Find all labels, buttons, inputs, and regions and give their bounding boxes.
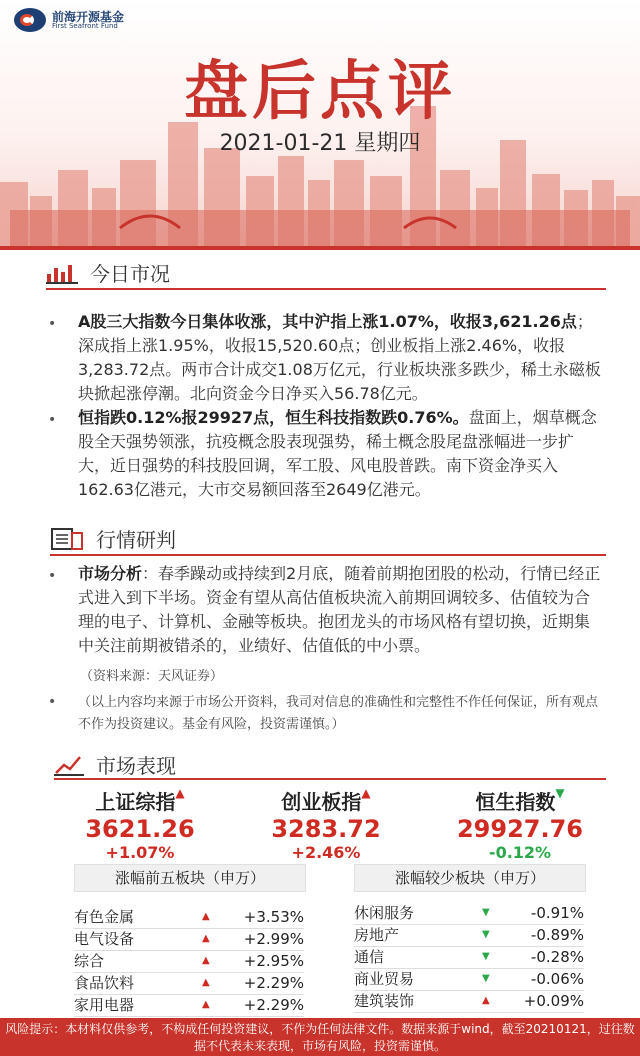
up-arrow-icon: ▲: [202, 977, 210, 988]
section-divider: [50, 554, 606, 556]
up-arrow-icon: ▲: [361, 786, 371, 800]
hk-headline: 恒指跌0.12%报29927点，恒生科技指数跌0.76%。: [78, 408, 469, 427]
table-row: 综合 ▲ +2.95%: [74, 950, 304, 973]
index-change: +2.46%: [291, 843, 361, 862]
header-banner: [0, 0, 640, 248]
bottom-sectors-header: 涨幅较少板块（申万）: [354, 864, 586, 892]
table-row: 有色金属 ▲ +3.53%: [74, 906, 304, 929]
down-arrow-icon: ▼: [482, 907, 490, 918]
section-divider: [54, 778, 606, 780]
section-title: 行情研判: [96, 528, 176, 552]
table-row: 通信 ▼ -0.28%: [354, 946, 584, 969]
disclaimer-note: （以上内容均来源于市场公开资料，我司对信息的准确性和完整性不作任何保证，所有观点不作为投资建议。基金有风险，投资需谨慎。）: [78, 695, 599, 732]
section-performance-header: [54, 750, 176, 779]
table-row: 食品饮料 ▲ +2.29%: [74, 972, 304, 995]
index-value: 3283.72: [271, 815, 381, 843]
page-title: 盘后点评: [184, 55, 456, 129]
research-label: 市场分析: [78, 564, 143, 583]
index-change: -0.12%: [488, 843, 552, 862]
index-change: +1.07%: [105, 843, 175, 862]
section-market-today-header: [46, 258, 170, 287]
up-arrow-icon: ▲: [175, 786, 185, 800]
research-text: ：春季躁动或持续到2月底，随着前期抱团股的松动，行情已经正式进入到下半场。资金有望从高估值板块流入前期回调较多、估值较为合理的电子、计算机、金融等板块。抱团龙头的市场风格有望切换，近期集中关注前期被错杀的，业绩好、估值低的中小票。: [78, 564, 601, 655]
bullet: •: [48, 412, 57, 428]
section-research-header: [50, 524, 176, 553]
down-arrow-icon: ▼: [482, 973, 490, 984]
research-analysis: [78, 562, 604, 658]
index-value: 29927.76: [456, 815, 583, 843]
header-divider: [0, 246, 640, 250]
down-arrow-icon: ▼: [555, 786, 565, 800]
report-date: 2021-01-21 星期四: [219, 131, 421, 156]
index-name: 创业板指▲: [281, 786, 371, 814]
bullet: •: [48, 694, 57, 710]
index-name: 恒生指数▼: [475, 786, 565, 814]
down-arrow-icon: ▼: [482, 929, 490, 940]
table-row: 家用电器 ▲ +2.29%: [74, 994, 304, 1017]
market-summary-a-share: [78, 310, 604, 406]
a-share-headline: A股三大指数今日集体收涨，其中沪指上涨1.07%，收报3,621.26点: [78, 312, 577, 331]
bar-chart-icon: [46, 262, 80, 284]
brand-name-cn: 前海开源基金: [52, 9, 125, 24]
index-card-chinext: [246, 786, 406, 862]
section-title: 市场表现: [96, 754, 176, 778]
bullet: •: [48, 316, 57, 332]
hk-detail: 盘面上，烟草概念股全天强势领涨，抗疫概念股表现强势，稀土概念股尾盘涨幅进一步扩大，近日强势的科技股回调，军工股、风电股普跌。南下资金净买入162.63亿港元，大市交易额回落至2649亿港元。: [78, 408, 597, 499]
top-gainers-header: 涨幅前五板块（申万）: [74, 864, 306, 892]
section-title: 今日市况: [90, 262, 170, 286]
market-summary-hk: [78, 406, 604, 502]
risk-disclaimer-footer: 风险提示：本材料仅供参考，不构成任何投资建议，不作为任何法律文件。数据来源于wind，截至20210121，过往数据不代表未来表现，市场有风险，投资需谨慎。: [0, 1018, 640, 1056]
section-divider: [46, 288, 606, 290]
brand-logo: [14, 8, 124, 32]
bullet: •: [48, 568, 57, 584]
brand-name-en: First Seafront Fund: [52, 21, 118, 30]
index-name: 上证综指▲: [95, 786, 185, 814]
table-row: 建筑装饰 ▲ +0.09%: [354, 990, 584, 1013]
index-value: 3621.26: [85, 815, 195, 843]
a-share-detail: ；深成指上涨1.95%，收报15,520.60点；创业板指上涨2.46%，收报3,283.72点。两市合计成交1.08万亿元，行业板块涨多跌少，稀土永磁板块掀起涨停潮。北向资金今日净买入56.78亿元。: [78, 312, 601, 403]
line-chart-icon: [54, 753, 86, 777]
document-icon: [50, 527, 86, 551]
up-arrow-icon: ▲: [202, 911, 210, 922]
table-row: 休闲服务 ▼ -0.91%: [354, 902, 584, 925]
up-arrow-icon: ▲: [202, 955, 210, 966]
index-card-hangseng: [440, 786, 600, 862]
table-row: 商业贸易 ▼ -0.06%: [354, 968, 584, 991]
index-card-shanghai: [60, 786, 220, 862]
up-arrow-icon: ▲: [202, 933, 210, 944]
down-arrow-icon: ▼: [482, 951, 490, 962]
up-arrow-icon: ▲: [202, 999, 210, 1010]
table-row: 电气设备 ▲ +2.99%: [74, 928, 304, 951]
research-source: （资料来源：天风证券）: [80, 669, 224, 684]
table-row: 房地产 ▼ -0.89%: [354, 924, 584, 947]
up-arrow-icon: ▲: [482, 995, 490, 1006]
brand-logo-icon: [14, 8, 46, 32]
